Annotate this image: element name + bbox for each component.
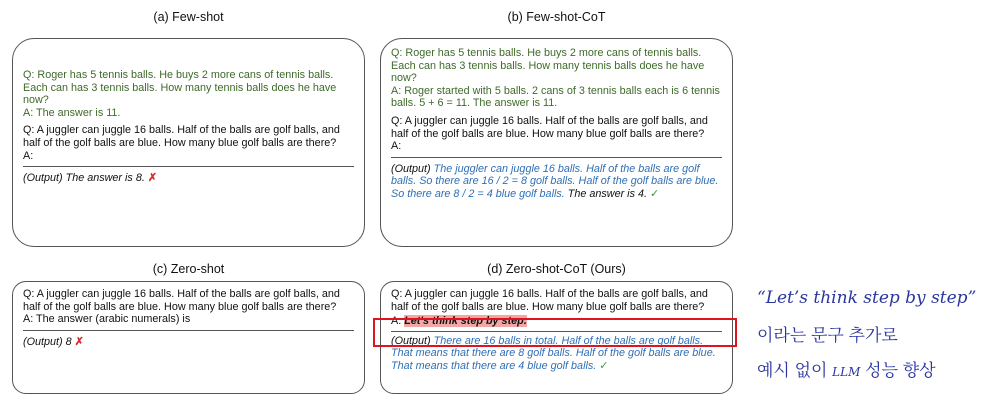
- panel-d-answer-trigger: Let's think step by step.: [404, 315, 527, 328]
- panel-b-box: [380, 38, 733, 247]
- panel-a-output: [23, 172, 354, 185]
- panel-d-answer-prefix: A:: [391, 315, 402, 328]
- panel-b-example-answer: A: Roger started with 5 balls. 2 cans of 3 tennis balls each is 6 tennis balls. 5 + 6 = 11. The answer is 11.: [391, 84, 720, 110]
- panel-b-answer-prompt: A:: [391, 140, 402, 153]
- panel-b-output-reasoning: The juggler can juggle 16 balls. Half of the balls are golf balls. So there are 16 / 2 = 8 golf balls. Half of the golf balls are blue. So there are 8 / 2 = 4 blue golf balls.: [391, 162, 719, 200]
- note-line-3-a: 예시 없이: [757, 361, 828, 380]
- panel-b-divider: [391, 157, 722, 158]
- panel-b-output-answer: The answer is 4.: [567, 187, 647, 200]
- panel-d-check-mark-icon: ✓: [599, 359, 609, 372]
- panel-a-answer-prompt: A:: [23, 149, 34, 162]
- panel-b-question: Q: A juggler can juggle 16 balls. Half of the balls are golf balls, and half of the golf balls are blue. How many blue golf balls are there?: [391, 114, 708, 140]
- panel-b-title: (b) Few-shot-CoT: [507, 10, 606, 24]
- panel-a-example-answer: A: The answer is 11.: [23, 106, 121, 119]
- panel-b-check-mark-icon: ✓: [649, 187, 660, 200]
- note-llm: LLM: [832, 365, 861, 379]
- panel-c-question: Q: A juggler can juggle 16 balls. Half of the balls are golf balls, and half of the golf balls are blue. How many blue golf balls are there?: [23, 288, 340, 313]
- panel-a-divider: [23, 166, 354, 167]
- panel-a-box: [12, 38, 365, 247]
- note-line-3-b: 성능 향상: [865, 361, 936, 380]
- panel-d-title: (d) Zero-shot-CoT (Ours): [487, 262, 626, 276]
- panel-a-output-text: The answer is 8.: [65, 172, 145, 185]
- panel-a-title: (a) Few-shot: [153, 10, 224, 24]
- panel-c-output-text: 8: [65, 335, 72, 348]
- panel-d-question: Q: A juggler can juggle 16 balls. Half of the balls are golf balls, and half of the golf balls are blue. How many blue golf balls are there?: [391, 288, 708, 313]
- panel-d-output-text: There are 16 balls in total. Half of the balls are golf balls. That means that there are 8 golf balls. Half of the golf balls are blue. That means that there are 4 blue golf balls.: [391, 334, 716, 372]
- note-quote: “Let’s think step by step”: [757, 288, 977, 308]
- panel-c-wrong-mark-icon: ✗: [74, 335, 84, 348]
- panel-b-output: [391, 163, 722, 201]
- panel-c-title: (c) Zero-shot: [152, 262, 225, 276]
- note-line-3: [757, 356, 936, 381]
- panel-c-answer-prompt: A: The answer (arabic numerals) is: [23, 313, 191, 326]
- panel-c-box: [12, 281, 365, 394]
- panel-c-output-label: (Output): [23, 335, 63, 348]
- trigger-highlight-frame: [373, 318, 737, 347]
- panel-a-question: Q: A juggler can juggle 16 balls. Half of the balls are golf balls, and half of the golf balls are blue. How many blue golf balls are there?: [23, 124, 340, 149]
- panel-d-output-label: (Output): [391, 334, 431, 347]
- panel-a-example-question: Q: Roger has 5 tennis balls. He buys 2 more cans of tennis balls. Each can has 3 tennis balls. How many tennis balls does he have now?: [23, 69, 337, 107]
- panel-b-example-question: Q: Roger has 5 tennis balls. He buys 2 more cans of tennis balls. Each can has 3 tennis balls. How many tennis balls does he have now?: [391, 47, 705, 85]
- panel-b-output-label: (Output): [391, 162, 431, 175]
- note-line-2: 이라는 문구 추가로: [757, 326, 898, 345]
- panel-c-output: [23, 336, 354, 349]
- panel-a-wrong-mark-icon: ✗: [147, 172, 157, 185]
- panel-c-divider: [23, 330, 354, 331]
- note-line-1: [757, 288, 976, 308]
- panel-a-output-label: (Output): [23, 172, 63, 185]
